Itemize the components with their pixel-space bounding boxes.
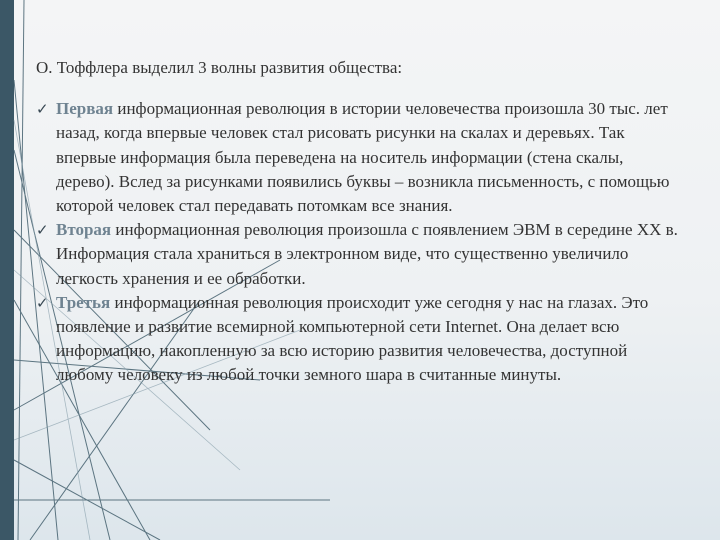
check-icon: ✓ xyxy=(36,221,49,240)
list-item-third-wave xyxy=(36,291,686,388)
slide-heading: О. Тоффлера выделил 3 волны развития общества: xyxy=(36,58,403,77)
item-text: информационная революция произошла с появлением ЭВМ в середине XX в. Информация стала храниться в электронном виде, что существенно увеличило легкость хранения и ее обработки. xyxy=(56,220,678,288)
check-icon: ✓ xyxy=(36,100,49,119)
item-lead-word: Вторая xyxy=(56,220,112,240)
item-text: информационная революция происходит уже сегодня у нас на глазах. Это появление и развитие всемирной компьютерной сети Internet. Она делает всю информацию, накопленную за всю историю развития человечества, доступной любому человеку из любой точки земного шара в считанные минуты. xyxy=(56,292,649,385)
list-item-first-wave xyxy=(36,97,686,218)
item-lead-word: Первая xyxy=(56,99,114,119)
left-accent-bar xyxy=(0,0,14,540)
slide-content xyxy=(36,56,686,388)
list-item-second-wave xyxy=(36,218,686,291)
check-icon: ✓ xyxy=(36,293,49,312)
item-lead-word: Третья xyxy=(56,292,111,312)
item-text: информационная революция в истории человечества произошла 30 тыс. лет назад, когда впервые человек стал рисовать рисунки на скалах и деревьях. Так впервые информация была переведена на носитель информации (стена скалы, дерево). Вслед за рисунками появились буквы – возникла письменность, с помощью которой человек стал передавать потомкам все знания. xyxy=(56,99,670,216)
